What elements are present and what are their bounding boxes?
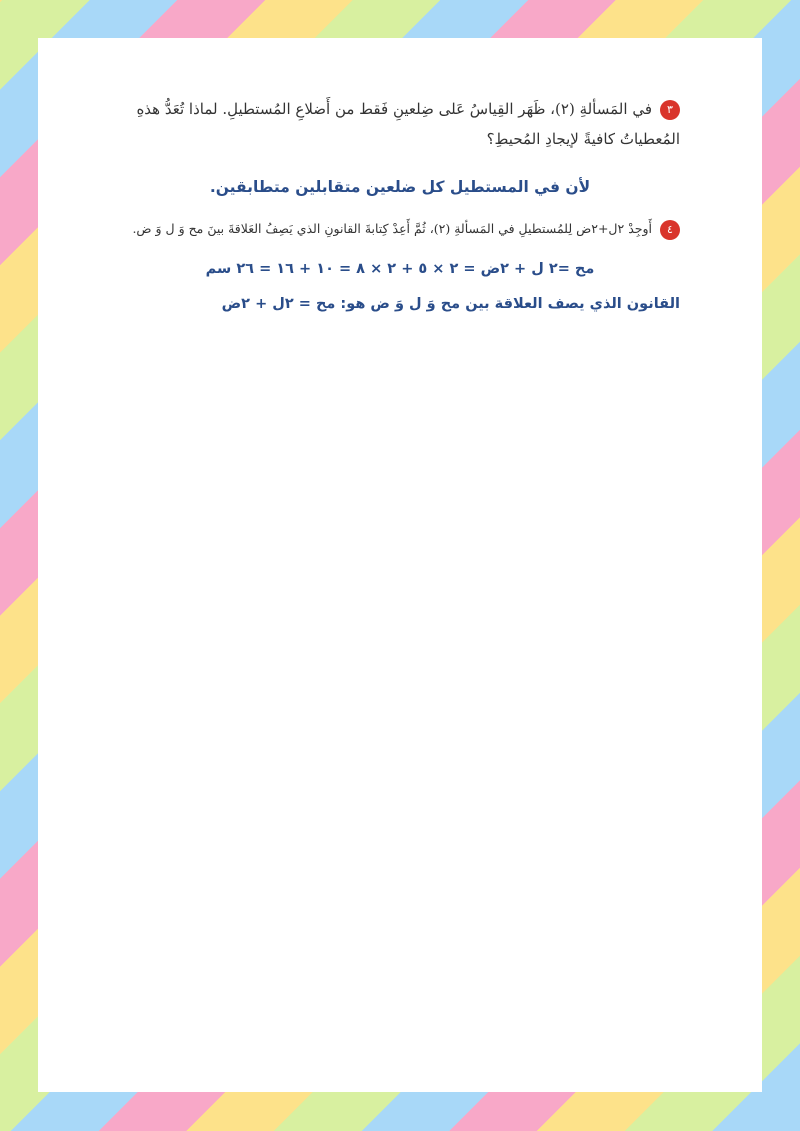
question-4 — [100, 218, 680, 240]
question-3 — [120, 94, 680, 154]
worksheet-page — [38, 38, 762, 1092]
answer-3: لأن في المستطيل كل ضلعين متقابلين متطابقين. — [209, 178, 591, 196]
answer-4-formula: القانون الذي يصف العلاقة بين مح وَ ل وَ ض هو: مح = ٢ل + ٢ض — [221, 296, 680, 312]
question-text: في المَسألةِ (٢)، ظَهَر القِياسُ عَلى ضِلعينِ فَقط من أَضلاعِ المُستطيلِ. لماذا تُعَدُّ هذهِ المُعطياتُ كافيةً لإيجادِ المُحيطِ؟ — [136, 100, 680, 148]
answer-4-calculation: مح =٢ ل + ٢ض = ٢ × ٥ + ٢ × ٨ = ١٠ + ١٦ = ٢٦ سم — [205, 261, 595, 277]
question-text: أَوجِدْ ٢ل+٢ض لِلمُستطيلِ في المَسألةِ (٢)، ثُمَّ أَعِدْ كِتابةَ القانونِ الذي يَصِفُ العَلاقةَ بينَ مح وَ ل وَ ض. — [132, 221, 652, 236]
question-number-badge: ٣ — [660, 100, 680, 120]
question-number-badge: ٤ — [660, 220, 680, 240]
